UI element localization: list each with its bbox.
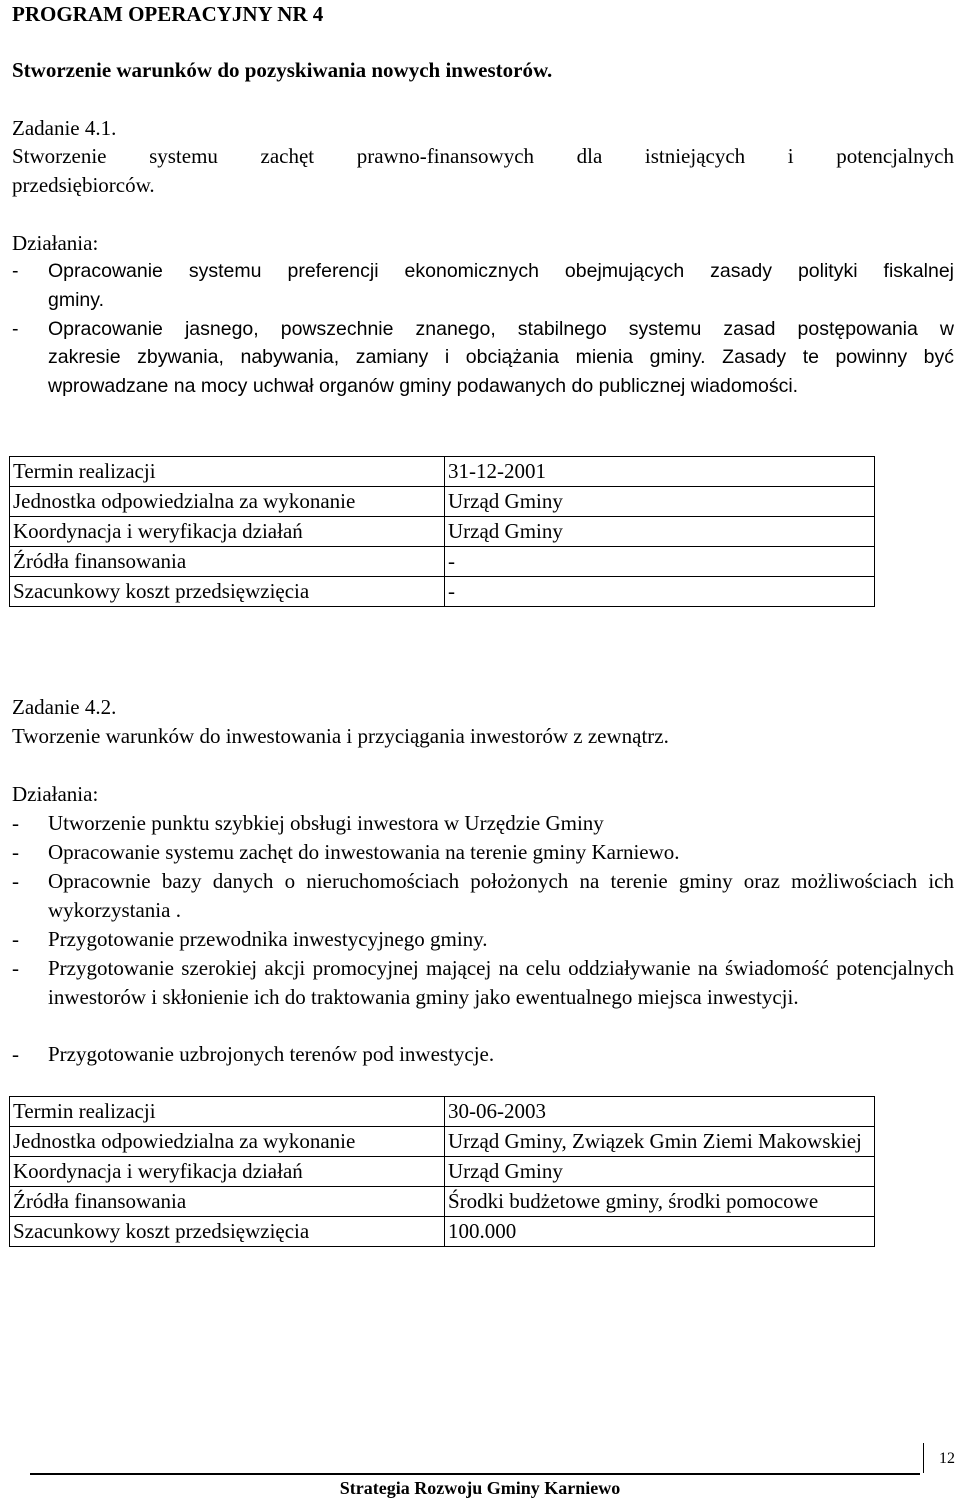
list-item bbox=[12, 954, 954, 1012]
table-value: Urząd Gminy, Związek Gmin Ziemi Makowskiej bbox=[445, 1127, 875, 1157]
table-value: Urząd Gminy bbox=[445, 487, 875, 517]
table-value: 100.000 bbox=[445, 1217, 875, 1247]
bullet-dash: - bbox=[12, 869, 19, 893]
page-number: 12 bbox=[939, 1450, 955, 1467]
task2-actions-label: Działania: bbox=[12, 782, 99, 806]
table-row bbox=[10, 1217, 875, 1247]
program-title: Stworzenie warunków do pozyskiwania nowych inwestorów. bbox=[12, 58, 553, 82]
list-item bbox=[12, 925, 954, 954]
task2-action-text: Utworzenie punktu szybkiej obsługi inwestora w Urzędzie Gminy bbox=[48, 811, 604, 835]
table-label: Termin realizacji bbox=[10, 1097, 445, 1127]
table-label: Źródła finansowania bbox=[10, 547, 445, 577]
bullet-dash: - bbox=[12, 840, 19, 864]
bullet-dash: - bbox=[12, 956, 19, 980]
table-value: 31-12-2001 bbox=[445, 457, 875, 487]
table-label: Źródła finansowania bbox=[10, 1187, 445, 1217]
task2-action-text: Przygotowanie uzbrojonych terenów pod inwestycje. bbox=[48, 1042, 495, 1066]
task2-action-text: Opracowanie systemu zachęt do inwestowania na terenie gminy Karniewo. bbox=[48, 840, 680, 864]
task2-title: Tworzenie warunków do inwestowania i przyciągania inwestorów z zewnątrz. bbox=[12, 724, 669, 748]
bullet-dash: - bbox=[12, 318, 19, 340]
list-item bbox=[12, 809, 954, 838]
task1-action-2-line1 bbox=[12, 315, 954, 344]
task2-table bbox=[9, 1096, 875, 1247]
bullet-dash: - bbox=[12, 260, 19, 282]
table-row bbox=[10, 487, 875, 517]
task1-action-2-rest: zakresie zbywania, nabywania, zamiany i obciążania mienia gminy. Zasady te powinny być wprowadzane na mocy uchwał organów gminy podawanych do publicznej wiadomości. bbox=[48, 346, 954, 397]
table-label: Koordynacja i weryfikacja działań bbox=[10, 1157, 445, 1187]
list-item bbox=[12, 1040, 954, 1069]
table-label: Jednostka odpowiedzialna za wykonanie bbox=[10, 1127, 445, 1157]
table-label: Szacunkowy koszt przedsięwzięcia bbox=[10, 1217, 445, 1247]
list-item bbox=[12, 838, 954, 867]
table-row bbox=[10, 457, 875, 487]
task1-action-1-rest: gminy. bbox=[48, 289, 104, 311]
task2-action-text: Opracownie bazy danych o nieruchomościach położonych na terenie gminy oraz możliwościach ich wykorzystania . bbox=[48, 869, 954, 922]
table-label: Szacunkowy koszt przedsięwzięcia bbox=[10, 577, 445, 607]
task2-action-text: Przygotowanie szerokiej akcji promocyjnej mającej na celu oddziaływanie na świadomość potencjalnych inwestorów i skłonienie ich do traktowania gminy jako ewentualnego miejsca inwestycji. bbox=[48, 956, 954, 1009]
task1-title-line1: Stworzenie systemu zachęt prawno-finansowych dla istniejących i potencjalnych bbox=[12, 144, 954, 168]
task1-title-line2: przedsiębiorców. bbox=[12, 173, 155, 197]
bullet-dash: - bbox=[12, 927, 19, 951]
table-label: Jednostka odpowiedzialna za wykonanie bbox=[10, 487, 445, 517]
task2-action-text: Przygotowanie przewodnika inwestycyjnego gminy. bbox=[48, 927, 488, 951]
table-row bbox=[10, 1157, 875, 1187]
footer-divider bbox=[30, 1473, 920, 1475]
table-value: - bbox=[445, 577, 875, 607]
table-row bbox=[10, 517, 875, 547]
task1-heading: Zadanie 4.1. bbox=[12, 116, 117, 140]
table-value: Środki budżetowe gminy, środki pomocowe bbox=[445, 1187, 875, 1217]
task1-action-2-text: Opracowanie jasnego, powszechnie znanego, stabilnego systemu zasad postępowania w bbox=[48, 318, 954, 340]
bullet-dash: - bbox=[12, 1042, 19, 1066]
task2-heading: Zadanie 4.2. bbox=[12, 695, 117, 719]
table-value: 30-06-2003 bbox=[445, 1097, 875, 1127]
task1-actions-label: Działania: bbox=[12, 231, 99, 255]
table-label: Termin realizacji bbox=[10, 457, 445, 487]
program-heading: PROGRAM OPERACYJNY NR 4 bbox=[12, 2, 324, 26]
footer-title: Strategia Rozwoju Gminy Karniewo bbox=[339, 1478, 621, 1498]
table-row bbox=[10, 547, 875, 577]
table-row bbox=[10, 577, 875, 607]
table-value: Urząd Gminy bbox=[445, 1157, 875, 1187]
table-row bbox=[10, 1127, 875, 1157]
task1-action-1-text: Opracowanie systemu preferencji ekonomicznych obejmujących zasady polityki fiskalnej bbox=[48, 260, 954, 282]
list-item bbox=[12, 867, 954, 925]
task1-table bbox=[9, 456, 875, 607]
table-value: Urząd Gminy bbox=[445, 517, 875, 547]
table-value: - bbox=[445, 547, 875, 577]
task1-action-1-line1 bbox=[12, 257, 954, 286]
table-row bbox=[10, 1187, 875, 1217]
table-label: Koordynacja i weryfikacja działań bbox=[10, 517, 445, 547]
bullet-dash: - bbox=[12, 811, 19, 835]
table-row bbox=[10, 1097, 875, 1127]
